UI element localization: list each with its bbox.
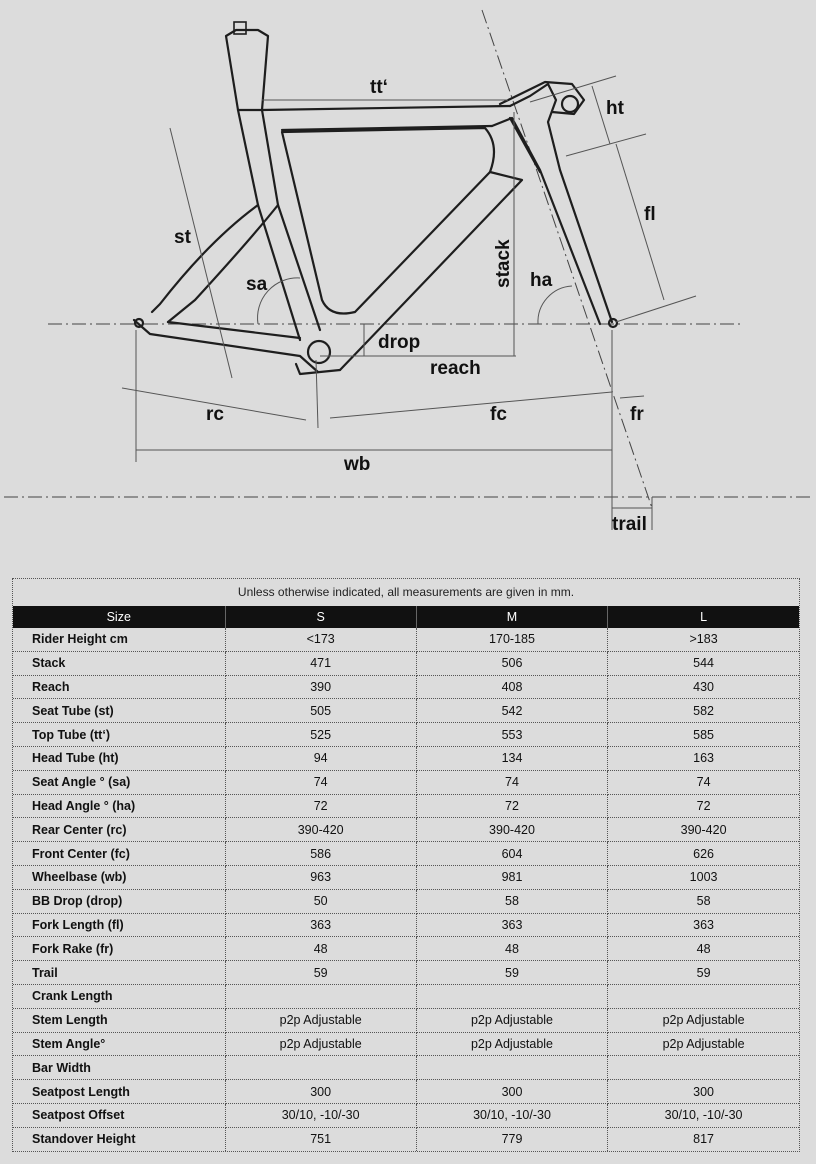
header-size: Size <box>13 606 225 628</box>
table-row <box>13 770 799 794</box>
table-row <box>13 1127 799 1150</box>
cell-m: 30/10, -10/-30 <box>416 1103 607 1127</box>
cell-l: 72 <box>608 794 799 818</box>
cell-l: 817 <box>693 1132 714 1147</box>
cell-s: 525 <box>225 723 416 747</box>
cell-s: 50 <box>225 889 416 913</box>
cell-s: 963 <box>225 865 416 889</box>
cell-s <box>225 1056 416 1080</box>
table-row <box>13 1032 799 1056</box>
cell-l: 30/10, -10/-30 <box>608 1103 799 1127</box>
label-fork-rake: fr <box>630 404 644 425</box>
label-seat-angle: sa <box>246 274 268 295</box>
cell-l: 430 <box>608 675 799 699</box>
table-row <box>13 818 799 842</box>
row-label: Seatpost Offset <box>13 1103 225 1127</box>
row-label: Seatpost Length <box>13 1080 225 1104</box>
table-row <box>13 1103 799 1127</box>
cell-l <box>608 984 799 1008</box>
cell-s: 586 <box>225 842 416 866</box>
table-row <box>13 723 799 747</box>
table-row <box>13 1008 799 1032</box>
row-label: Fork Length (fl) <box>13 913 225 937</box>
cell-s: <173 <box>225 628 416 651</box>
cell-m: 170-185 <box>416 628 607 651</box>
row-label: Stem Length <box>13 1008 225 1032</box>
header-s: S <box>225 606 416 628</box>
cell-m: 604 <box>416 842 607 866</box>
table-row <box>13 651 799 675</box>
row-label: Rider Height cm <box>13 628 225 651</box>
row-label: Standover Height <box>13 1127 225 1150</box>
row-label: Stack <box>13 651 225 675</box>
cell-l: 585 <box>608 723 799 747</box>
table-row <box>13 699 799 723</box>
cell-s: 471 <box>225 651 416 675</box>
table-row <box>13 889 799 913</box>
cell-s: 505 <box>225 699 416 723</box>
table-row <box>13 937 799 961</box>
cell-l: 58 <box>608 889 799 913</box>
table-row <box>13 746 799 770</box>
label-stack: stack <box>493 239 514 288</box>
cell-l: >183 <box>608 628 799 651</box>
cell-s: 390 <box>225 675 416 699</box>
row-label: Trail <box>13 961 225 985</box>
cell-l: 390-420 <box>608 818 799 842</box>
label-top-tube: tt‘ <box>370 77 388 98</box>
cell-s <box>225 984 416 1008</box>
cell-m: 542 <box>416 699 607 723</box>
table-row <box>13 984 799 1008</box>
cell-l: 163 <box>608 746 799 770</box>
label-drop: drop <box>378 332 421 353</box>
table-row <box>13 913 799 937</box>
label-rear-center: rc <box>206 404 224 425</box>
row-label: Front Center (fc) <box>13 842 225 866</box>
seatpost <box>226 22 268 110</box>
cell-m: 408 <box>416 675 607 699</box>
cell-l: 582 <box>608 699 799 723</box>
header-m: M <box>416 606 607 628</box>
cell-s: 751 <box>225 1127 416 1150</box>
label-head-angle: ha <box>530 270 553 291</box>
cell-m: 363 <box>416 913 607 937</box>
label-head-tube: ht <box>606 98 624 119</box>
cell-m: p2p Adjustable <box>416 1032 607 1056</box>
row-label: Top Tube (tt‘) <box>13 723 225 747</box>
row-label: Stem Angle° <box>13 1032 225 1056</box>
table-row <box>13 675 799 699</box>
label-wheelbase: wb <box>344 454 371 475</box>
cell-m: 59 <box>416 961 607 985</box>
cell-l <box>608 1056 799 1080</box>
cell-l: 59 <box>608 961 799 985</box>
cell-m: 390-420 <box>416 818 607 842</box>
cell-l: 300 <box>608 1080 799 1104</box>
table-row <box>13 1056 799 1080</box>
row-label: Head Tube (ht) <box>13 746 225 770</box>
cell-m: p2p Adjustable <box>416 1008 607 1032</box>
cell-m: 779 <box>416 1127 607 1150</box>
units-note: Unless otherwise indicated, all measurements are given in mm. <box>237 585 575 599</box>
table-row <box>13 842 799 866</box>
cell-m: 58 <box>416 889 607 913</box>
cell-s: 59 <box>225 961 416 985</box>
cell-s: 390-420 <box>225 818 416 842</box>
cell-s: 300 <box>225 1080 416 1104</box>
row-label: Seat Angle ° (sa) <box>13 770 225 794</box>
cell-s: p2p Adjustable <box>225 1008 416 1032</box>
cell-l: 363 <box>608 913 799 937</box>
cell-l: 1003 <box>608 865 799 889</box>
cell-m: 72 <box>416 794 607 818</box>
cell-l: 626 <box>608 842 799 866</box>
row-label: Head Angle ° (ha) <box>13 794 225 818</box>
cell-m: 74 <box>416 770 607 794</box>
cell-s: p2p Adjustable <box>225 1032 416 1056</box>
table-row <box>13 628 799 651</box>
row-label: Reach <box>13 675 225 699</box>
cell-m: 300 <box>416 1080 607 1104</box>
table-row <box>13 961 799 985</box>
geometry-table <box>13 606 799 1151</box>
row-label: Seat Tube (st) <box>13 699 225 723</box>
cell-l: p2p Adjustable <box>608 1008 799 1032</box>
cell-s: 363 <box>225 913 416 937</box>
bike-frame <box>134 82 617 374</box>
cell-s: 30/10, -10/-30 <box>225 1103 416 1127</box>
table-header-row <box>13 606 799 628</box>
table-row <box>13 865 799 889</box>
row-label: Rear Center (rc) <box>13 818 225 842</box>
row-label: Fork Rake (fr) <box>13 937 225 961</box>
cell-s: 72 <box>225 794 416 818</box>
cell-m: 981 <box>416 865 607 889</box>
header-l: L <box>608 606 799 628</box>
row-label: Wheelbase (wb) <box>13 865 225 889</box>
cell-m: 506 <box>416 651 607 675</box>
label-seat-tube: st <box>174 227 191 248</box>
cell-m: 553 <box>416 723 607 747</box>
label-fork-length: fl <box>644 204 656 225</box>
cell-m <box>416 1056 607 1080</box>
table-row <box>13 1080 799 1104</box>
label-reach: reach <box>430 358 481 379</box>
table-row <box>13 794 799 818</box>
label-front-center: fc <box>490 404 507 425</box>
cell-m <box>416 984 607 1008</box>
cell-s: 94 <box>225 746 416 770</box>
row-label: Crank Length <box>13 984 225 1008</box>
cell-m: 134 <box>416 746 607 770</box>
frame-geometry-diagram <box>0 0 816 560</box>
geometry-table-container <box>12 578 800 1152</box>
row-label: Bar Width <box>13 1056 225 1080</box>
cell-m: 48 <box>416 937 607 961</box>
cell-l: p2p Adjustable <box>608 1032 799 1056</box>
cell-s: 74 <box>225 770 416 794</box>
dimension-lines <box>122 76 696 530</box>
row-label: BB Drop (drop) <box>13 889 225 913</box>
cell-l: 48 <box>608 937 799 961</box>
cell-s: 48 <box>225 937 416 961</box>
cell-l: 74 <box>608 770 799 794</box>
cell-l: 544 <box>608 651 799 675</box>
label-trail: trail <box>612 514 647 535</box>
